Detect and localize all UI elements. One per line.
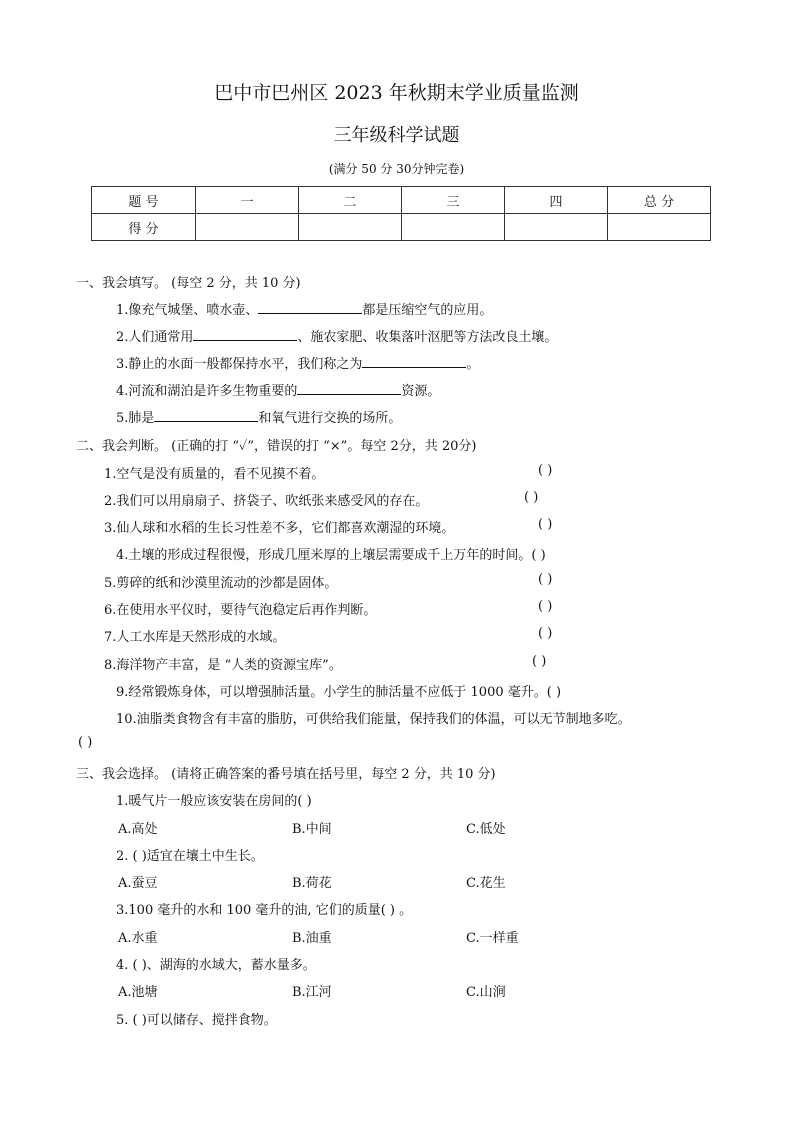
- exam-subtitle: 三年级科学试题: [333, 125, 460, 146]
- judge-question-3: 3.仙人球和水稻的生长习性差不多，它们都喜欢潮湿的环境。: [104, 521, 455, 536]
- score-table-header-row: [92, 187, 711, 214]
- answer-parenthesis[interactable]: ( ): [538, 517, 553, 532]
- fill-question-5: 5.肺是 和氧气进行交换的场所。: [116, 407, 401, 426]
- judge-question-8: 8.海洋物产丰富，是 “人类的资源宝库”。: [104, 658, 342, 673]
- score-input-cell[interactable]: [196, 214, 299, 241]
- fill-blank[interactable]: [362, 354, 466, 368]
- answer-parenthesis[interactable]: ( ): [538, 599, 553, 614]
- judge-question-6: 6.在使用水平仪时，要待气泡稳定后再作判断。: [104, 603, 377, 618]
- answer-parenthesis[interactable]: ( ): [538, 572, 553, 587]
- choice-option[interactable]: B.油重: [292, 931, 332, 946]
- judge-question-1: 1.空气是没有质量的，看不见摸不着。: [104, 467, 325, 482]
- choice-question-2: 2. ( )适宜在壤土中生长。: [116, 849, 264, 864]
- judge-question-4: 4.土壤的形成过程很慢，形成几厘米厚的上壤层需要成千上万年的时间。( ): [116, 548, 546, 563]
- score-cell: 四: [505, 187, 608, 214]
- section3-heading: 三、我会选择。 (请将正确答案的番号填在括号里，每空 2 分，共 10 分): [76, 767, 496, 782]
- choice-option[interactable]: B.中间: [292, 822, 332, 837]
- exam-title: 巴中市巴州区 2023 年秋期末学业质量监测: [214, 82, 579, 104]
- choice-option[interactable]: A.池塘: [118, 985, 158, 1000]
- choice-option[interactable]: C.低处: [466, 822, 506, 837]
- score-input-cell[interactable]: [402, 214, 505, 241]
- answer-parenthesis[interactable]: ( ): [532, 654, 547, 669]
- score-cell: 三: [402, 187, 505, 214]
- fill-question-2: 2.人们通常用 、施农家肥、收集落叶沤肥等方法改良土壤。: [116, 326, 557, 345]
- score-input-cell[interactable]: [608, 214, 711, 241]
- choice-question-4: 4. ( )、湖海的水域大，蓄水量多。: [116, 958, 316, 973]
- score-table: [91, 186, 711, 241]
- fill-blank[interactable]: [193, 327, 297, 341]
- judge-question-9: 9.经常锻炼身体，可以增强肺活量。小学生的肺活量不应低于 1000 毫升。( ): [116, 685, 562, 700]
- score-cell: 得 分: [92, 214, 196, 241]
- score-input-cell[interactable]: [505, 214, 608, 241]
- answer-parenthesis[interactable]: ( ): [538, 463, 553, 478]
- answer-parenthesis[interactable]: ( ): [524, 490, 539, 505]
- choice-question-3: 3.100 毫升的水和 100 毫升的油, 它们的质量( ) 。: [116, 903, 413, 918]
- choice-option[interactable]: C.一样重: [466, 931, 519, 946]
- judge-question-10: 10.油脂类食物含有丰富的脂肪，可供给我们能量，保持我们的体温，可以无节制地多吃。: [116, 712, 631, 727]
- score-table-score-row: [92, 214, 711, 241]
- choice-option[interactable]: B.荷花: [292, 876, 332, 891]
- section2-heading: 二、我会判断。 (正确的打 “✓”，错误的打 “×”。每空 2分，共 20分): [76, 439, 477, 454]
- score-cell: 总 分: [608, 187, 711, 214]
- judge-question-2: 2.我们可以用扇扇子、挤袋子、吹纸张来感受风的存在。: [104, 494, 429, 509]
- judge-question-7: 7.人工水库是天然形成的水域。: [104, 630, 286, 645]
- choice-option[interactable]: C.山涧: [466, 985, 506, 1000]
- choice-option[interactable]: C.花生: [466, 876, 506, 891]
- choice-option[interactable]: A.水重: [118, 931, 158, 946]
- choice-option[interactable]: B.江河: [292, 985, 332, 1000]
- section1-heading: 一、我会填写。 (每空 2 分，共 10 分): [76, 276, 301, 291]
- score-cell: 二: [299, 187, 402, 214]
- answer-parenthesis[interactable]: ( ): [78, 735, 93, 750]
- fill-question-1: 1.像充气城堡、喷水壶、 都是压缩空气的应用。: [116, 299, 492, 318]
- exam-note: (满分 50 分 30分钟完卷): [328, 162, 465, 176]
- fill-question-4: 4.河流和湖泊是许多生物重要的 资源。: [116, 380, 440, 399]
- judge-question-5: 5.剪碎的纸和沙漠里流动的沙都是固体。: [104, 576, 338, 591]
- fill-blank[interactable]: [258, 300, 362, 314]
- choice-question-1: 1.暖气片一般应该安装在房间的( ): [116, 794, 312, 809]
- fill-blank[interactable]: [297, 381, 401, 395]
- choice-question-5: 5. ( )可以储存、搅拌食物。: [116, 1013, 277, 1028]
- answer-parenthesis[interactable]: ( ): [538, 626, 553, 641]
- choice-option[interactable]: A.高处: [118, 822, 158, 837]
- fill-question-3: 3.静止的水面一般都保持水平，我们称之为 。: [116, 353, 479, 372]
- fill-blank[interactable]: [154, 408, 258, 422]
- score-cell: 题 号: [92, 187, 196, 214]
- score-cell: 一: [196, 187, 299, 214]
- score-input-cell[interactable]: [299, 214, 402, 241]
- choice-option[interactable]: A.蚕豆: [118, 876, 158, 891]
